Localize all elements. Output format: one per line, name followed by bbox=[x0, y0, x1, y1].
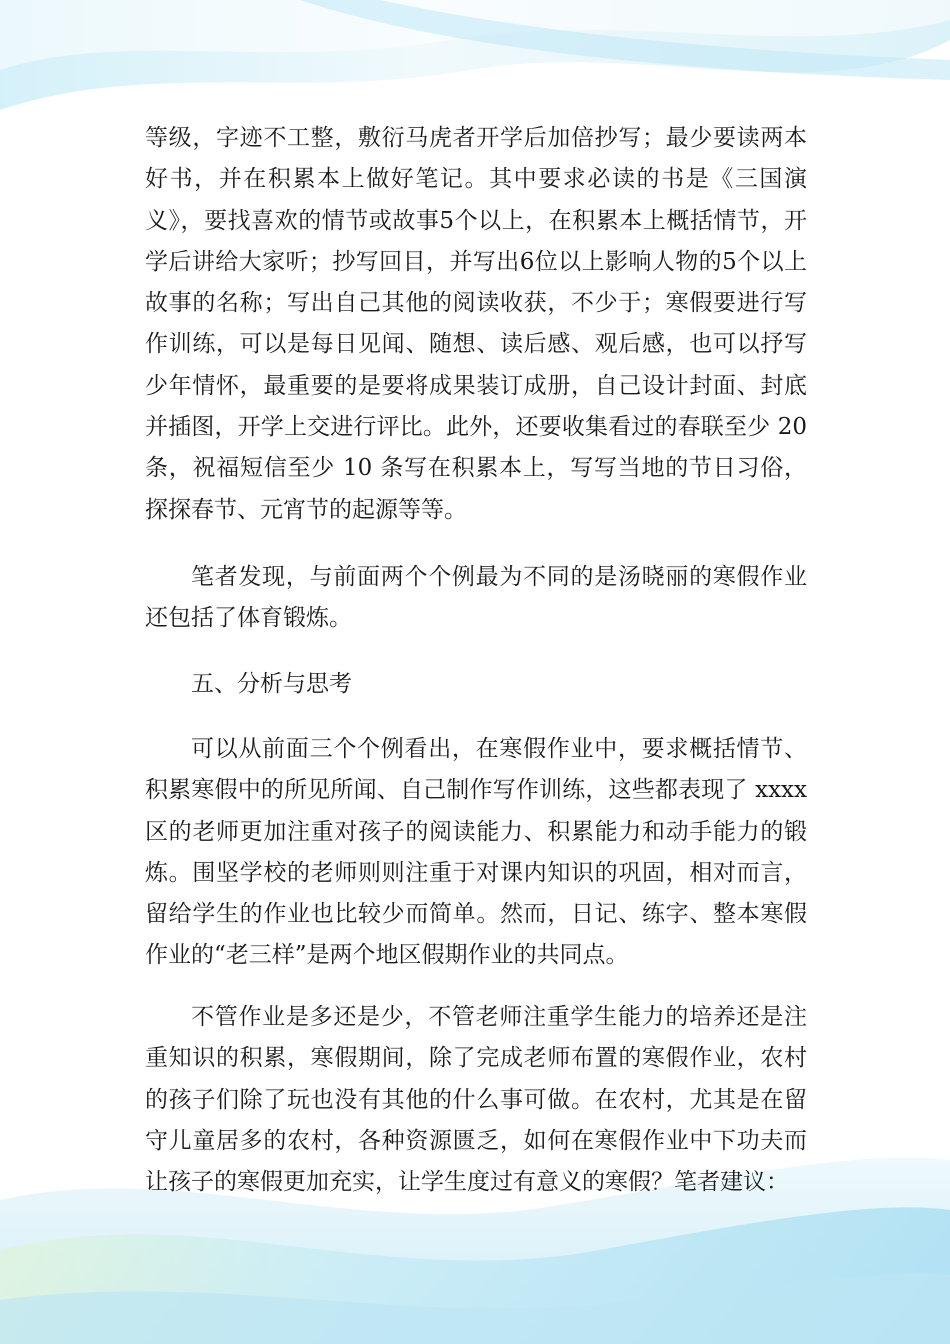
body-paragraph-3: 可以从前面三个个例看出，在寒假作业中，要求概括情节、积累寒假中的所见所闻、自己制作写作训练，这些都表现了 xxxx区的老师更加注重对孩子的阅读能力、积累能力和动手能力的锻炼。围坚学校的老师则则注重于对课内知识的巩固，相对而言，留给学生的作业也比较少而简单。然而，日记、练字、整本寒假作业的“老三样”是两个地区假期作业的共同点。 bbox=[145, 736, 807, 969]
body-paragraph-1: 等级，字迹不工整，敷衍马虎者开学后加倍抄写；最少要读两本好书，并在积累本上做好笔记。其中要求必读的书是《三国演义》，要找喜欢的情节或故事5个以上，在积累本上概括情节，开学后讲给大家听；抄写回目，并写出6位以上影响人物的5个以上故事的名称；写出自己其他的阅读收获，不少于；寒假要进行写作训练，可以是每日见闻、随想、读后感、观后感，也可以抒写少年情怀，最重要的是要将成果装订成册，自己设计封面、封底并插图，开学上交进行评比。此外，还要收集看过的春联至少 20条，祝福短信至少 10 条写在积累本上，写写当地的节日习俗，探探春节、元宵节的起源等等。 bbox=[145, 125, 807, 523]
body-paragraph-2: 笔者发现，与前面两个个例最为不同的是汤晓丽的寒假作业还包括了体育锻炼。 bbox=[145, 564, 807, 632]
section-heading: 五、分析与思考 bbox=[191, 671, 352, 697]
body-paragraph-4: 不管作业是多还是少，不管老师注重学生能力的培养还是注重知识的积累，寒假期间，除了完成老师布置的寒假作业，农村的孩子们除了玩也没有其他的什么事可做。在农村，尤其是在留守儿童居多的农村，各种资源匮乏，如何在寒假作业中下功夫而让孩子的寒假更加充实，让学生度过有意义的寒假？笔者建议： bbox=[145, 1004, 807, 1196]
